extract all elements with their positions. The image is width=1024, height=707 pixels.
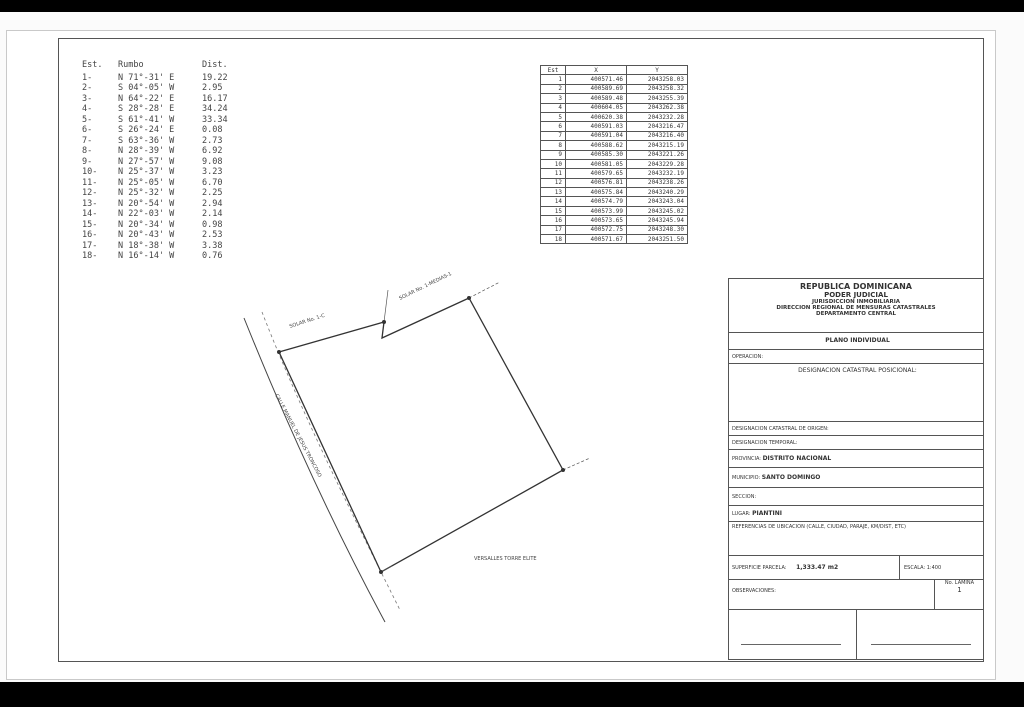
reference-label: REFERENCIAS DE UBICACION (CALLE, CIUDAD, PARAJE, KM/DIST, ETC) [729,521,983,555]
observations-label: OBSERVACIONES: [729,579,983,601]
coord-x: 400571.46 [566,75,627,84]
bearing-station: 16- [82,230,98,240]
bearing-distance: 3.23 [202,167,223,177]
bearing-rumbo: N 20°-54' W [118,198,175,209]
bearing-distance: 19.22 [202,72,228,83]
bearing-rumbo: S 04°-05' W [118,83,175,93]
bearing-station: 12- [82,188,98,198]
country-title: REPUBLICA DOMINICANA [799,282,912,291]
area-value: 1,333.47 m2 [796,564,839,571]
bearing-rumbo: N 20°-43' W [118,230,175,240]
province-value: DISTRITO NACIONAL [762,455,832,462]
solar-left-label: SOLAR No. 1-C [288,312,326,330]
bearing-distance: 3.38 [202,240,223,251]
operation-label: OPERACION: [729,349,983,363]
coord-x: 400585.30 [566,150,627,159]
corner-marker [561,468,565,472]
coord-y: 2043243.04 [627,197,688,206]
coord-y: 2043262.38 [627,103,688,112]
street-edge-line [262,312,400,610]
bearing-rumbo: N 71°-31' E [118,72,175,83]
signature-divider [856,610,857,660]
signature-row [729,609,983,659]
origin-label: DESIGNACION CATASTRAL DE ORIGEN: [729,421,983,435]
coord-y: 2043232.19 [627,169,688,178]
bearing-rumbo: N 25°-05' W [118,177,175,188]
bearing-distance: 2.14 [202,209,223,219]
bearing-station: 7- [82,135,93,146]
sheet-number-label: No. LAMINA [944,580,975,586]
coord-y: 2043255.39 [627,94,688,103]
bearing-rumbo: N 27°-57' W [118,156,175,167]
coord-x: 400620.38 [566,112,627,121]
bottom-label: VERSALLES TORRE ELITE [474,556,537,562]
signature-line [871,644,971,645]
bearing-station: 14- [82,209,98,219]
coord-header-x: X [566,66,627,75]
municipality-label: MUNICIPIO: [732,475,761,481]
coord-header-y: Y [627,66,688,75]
coord-station: 2 [541,84,566,93]
bearing-distance: 2.53 [202,230,223,240]
bearing-rumbo: S 63°-36' W [118,135,175,146]
bearing-station: 11- [82,177,98,188]
coord-y: 2043258.03 [627,75,688,84]
coord-station: 9 [541,150,566,159]
coord-x: 400579.65 [566,169,627,178]
bearing-distance: 2.94 [202,198,223,209]
coord-x: 400588.62 [566,141,627,150]
road-label: CALLE MANUEL DE JESUS TRONCOSO [273,393,323,479]
bearing-station: 2- [82,83,93,93]
bearing-station: 13- [82,198,98,209]
bearing-station: 4- [82,104,93,114]
place-value: PIANTINI [752,510,782,517]
title-block-header [729,279,983,317]
coord-y: 2043245.02 [627,206,688,215]
coord-y: 2043251.50 [627,235,688,244]
corner-marker [277,350,281,354]
designation-label: DESIGNACION CATASTRAL POSICIONAL: [729,363,983,421]
title-block [728,278,984,660]
bearing-station: 6- [82,125,93,135]
coord-y: 2043216.40 [627,131,688,140]
bearing-distance: 2.95 [202,83,223,93]
coord-station: 16 [541,216,566,225]
bearing-station: 10- [82,167,98,177]
temp-label: DESIGNACION TEMPORAL: [729,435,983,449]
coord-station: 10 [541,159,566,168]
coord-y: 2043229.28 [627,159,688,168]
coord-station: 17 [541,225,566,234]
bearing-distance: 16.17 [202,93,228,104]
bearing-rumbo: N 25°-32' W [118,188,175,198]
coord-x: 400575.84 [566,188,627,197]
bearing-distance: 2.25 [202,188,223,198]
place-label: LUGAR: [732,511,751,517]
parcel-boundary [279,298,563,572]
bearing-rumbo: S 26°-24' E [118,125,175,135]
bearing-distance: 9.08 [202,156,223,167]
coord-station: 8 [541,141,566,150]
coord-station: 14 [541,197,566,206]
bearing-distance: 33.34 [202,114,228,125]
bearing-station: 9- [82,156,93,167]
coord-station: 12 [541,178,566,187]
boundary-extension [469,282,500,298]
bearing-rumbo: N 64°-22' E [118,93,175,104]
corner-marker [382,320,386,324]
coord-y: 2043215.19 [627,141,688,150]
coord-x: 400571.67 [566,235,627,244]
bearing-station: 18- [82,251,98,261]
bearing-distance: 34.24 [202,104,228,114]
bearing-rumbo: S 28°-28' E [118,104,175,114]
coord-x: 400591.03 [566,122,627,131]
coord-station: 18 [541,235,566,244]
bearing-rumbo: N 22°-03' W [118,209,175,219]
coord-station: 15 [541,206,566,215]
bearing-station: 15- [82,219,98,230]
coord-station: 11 [541,169,566,178]
boundary-extension [384,290,388,322]
area-label: SUPERFICIE PARCELA: [732,565,787,571]
coord-x: 400604.05 [566,103,627,112]
coord-y: 2043216.47 [627,122,688,131]
bearing-rumbo: N 18°-38' W [118,240,175,251]
coord-x: 400589.48 [566,94,627,103]
coord-station: 7 [541,131,566,140]
bearing-station: 3- [82,93,93,104]
bearing-station: 8- [82,146,93,156]
municipality-row [729,467,983,487]
sheet-number-box [934,579,984,610]
coord-x: 400573.65 [566,216,627,225]
coord-y: 2043245.94 [627,216,688,225]
coord-header-est: Est [541,66,566,75]
coord-x: 400572.75 [566,225,627,234]
section-label: SECCION: [729,487,983,505]
bearing-distance: 0.76 [202,251,223,261]
department-title: DEPARTAMENTO CENTRAL [816,311,896,317]
place-row [729,505,983,521]
bearing-distance: 0.08 [202,125,223,135]
bearing-station: 1- [82,72,93,83]
bearing-rumbo: N 25°-37' W [118,167,175,177]
signature-line [741,644,841,645]
coord-y: 2043240.29 [627,188,688,197]
solar-top-label: SOLAR No. 1-MEDIAS-1 [398,271,453,302]
coord-x: 400576.81 [566,178,627,187]
coord-station: 1 [541,75,566,84]
province-label: PROVINCIA: [732,456,761,462]
coord-y: 2043238.26 [627,178,688,187]
sheet-number-value: 1 [957,586,962,594]
bearing-station: 17- [82,240,98,251]
coord-station: 6 [541,122,566,131]
bearing-distance: 0.98 [202,219,223,230]
coord-y: 2043221.26 [627,150,688,159]
bearing-rumbo: N 28°-39' W [118,146,175,156]
corner-marker [467,296,471,300]
boundary-extension [563,458,590,470]
bearing-distance: 2.73 [202,135,223,146]
coord-x: 400581.05 [566,159,627,168]
coord-station: 5 [541,112,566,121]
plan-type: PLANO INDIVIDUAL [729,332,983,348]
coord-y: 2043232.28 [627,112,688,121]
header-rumbo: Rumbo [118,60,144,70]
coord-x: 400573.99 [566,206,627,215]
area-row [729,555,983,579]
header-est: Est. [82,60,103,70]
coord-y: 2043258.32 [627,84,688,93]
coord-x: 400591.04 [566,131,627,140]
bearing-rumbo: N 20°-34' W [118,219,175,230]
bearing-rumbo: S 61°-41' W [118,114,175,125]
municipality-value: SANTO DOMINGO [761,474,821,481]
coord-x: 400574.79 [566,197,627,206]
header-dist: Dist. [202,60,228,70]
jurisdiction-title: JURISDICCION INMOBILIARIA [811,299,901,305]
bearing-rumbo: N 16°-14' W [118,251,175,261]
bearing-station: 5- [82,114,93,125]
bearing-distance: 6.92 [202,146,223,156]
coord-station: 13 [541,188,566,197]
bearing-distance: 6.70 [202,177,223,188]
corner-marker [379,570,383,574]
province-row [729,449,983,467]
coord-x: 400589.69 [566,84,627,93]
directorate-title: DIRECCION REGIONAL DE MENSURAS CATASTRALES [776,305,936,311]
branch-title: PODER JUDICIAL [824,291,888,299]
coord-station: 3 [541,94,566,103]
coord-y: 2043248.30 [627,225,688,234]
coord-station: 4 [541,103,566,112]
scale-label: ESCALA: 1:400 [899,556,941,580]
